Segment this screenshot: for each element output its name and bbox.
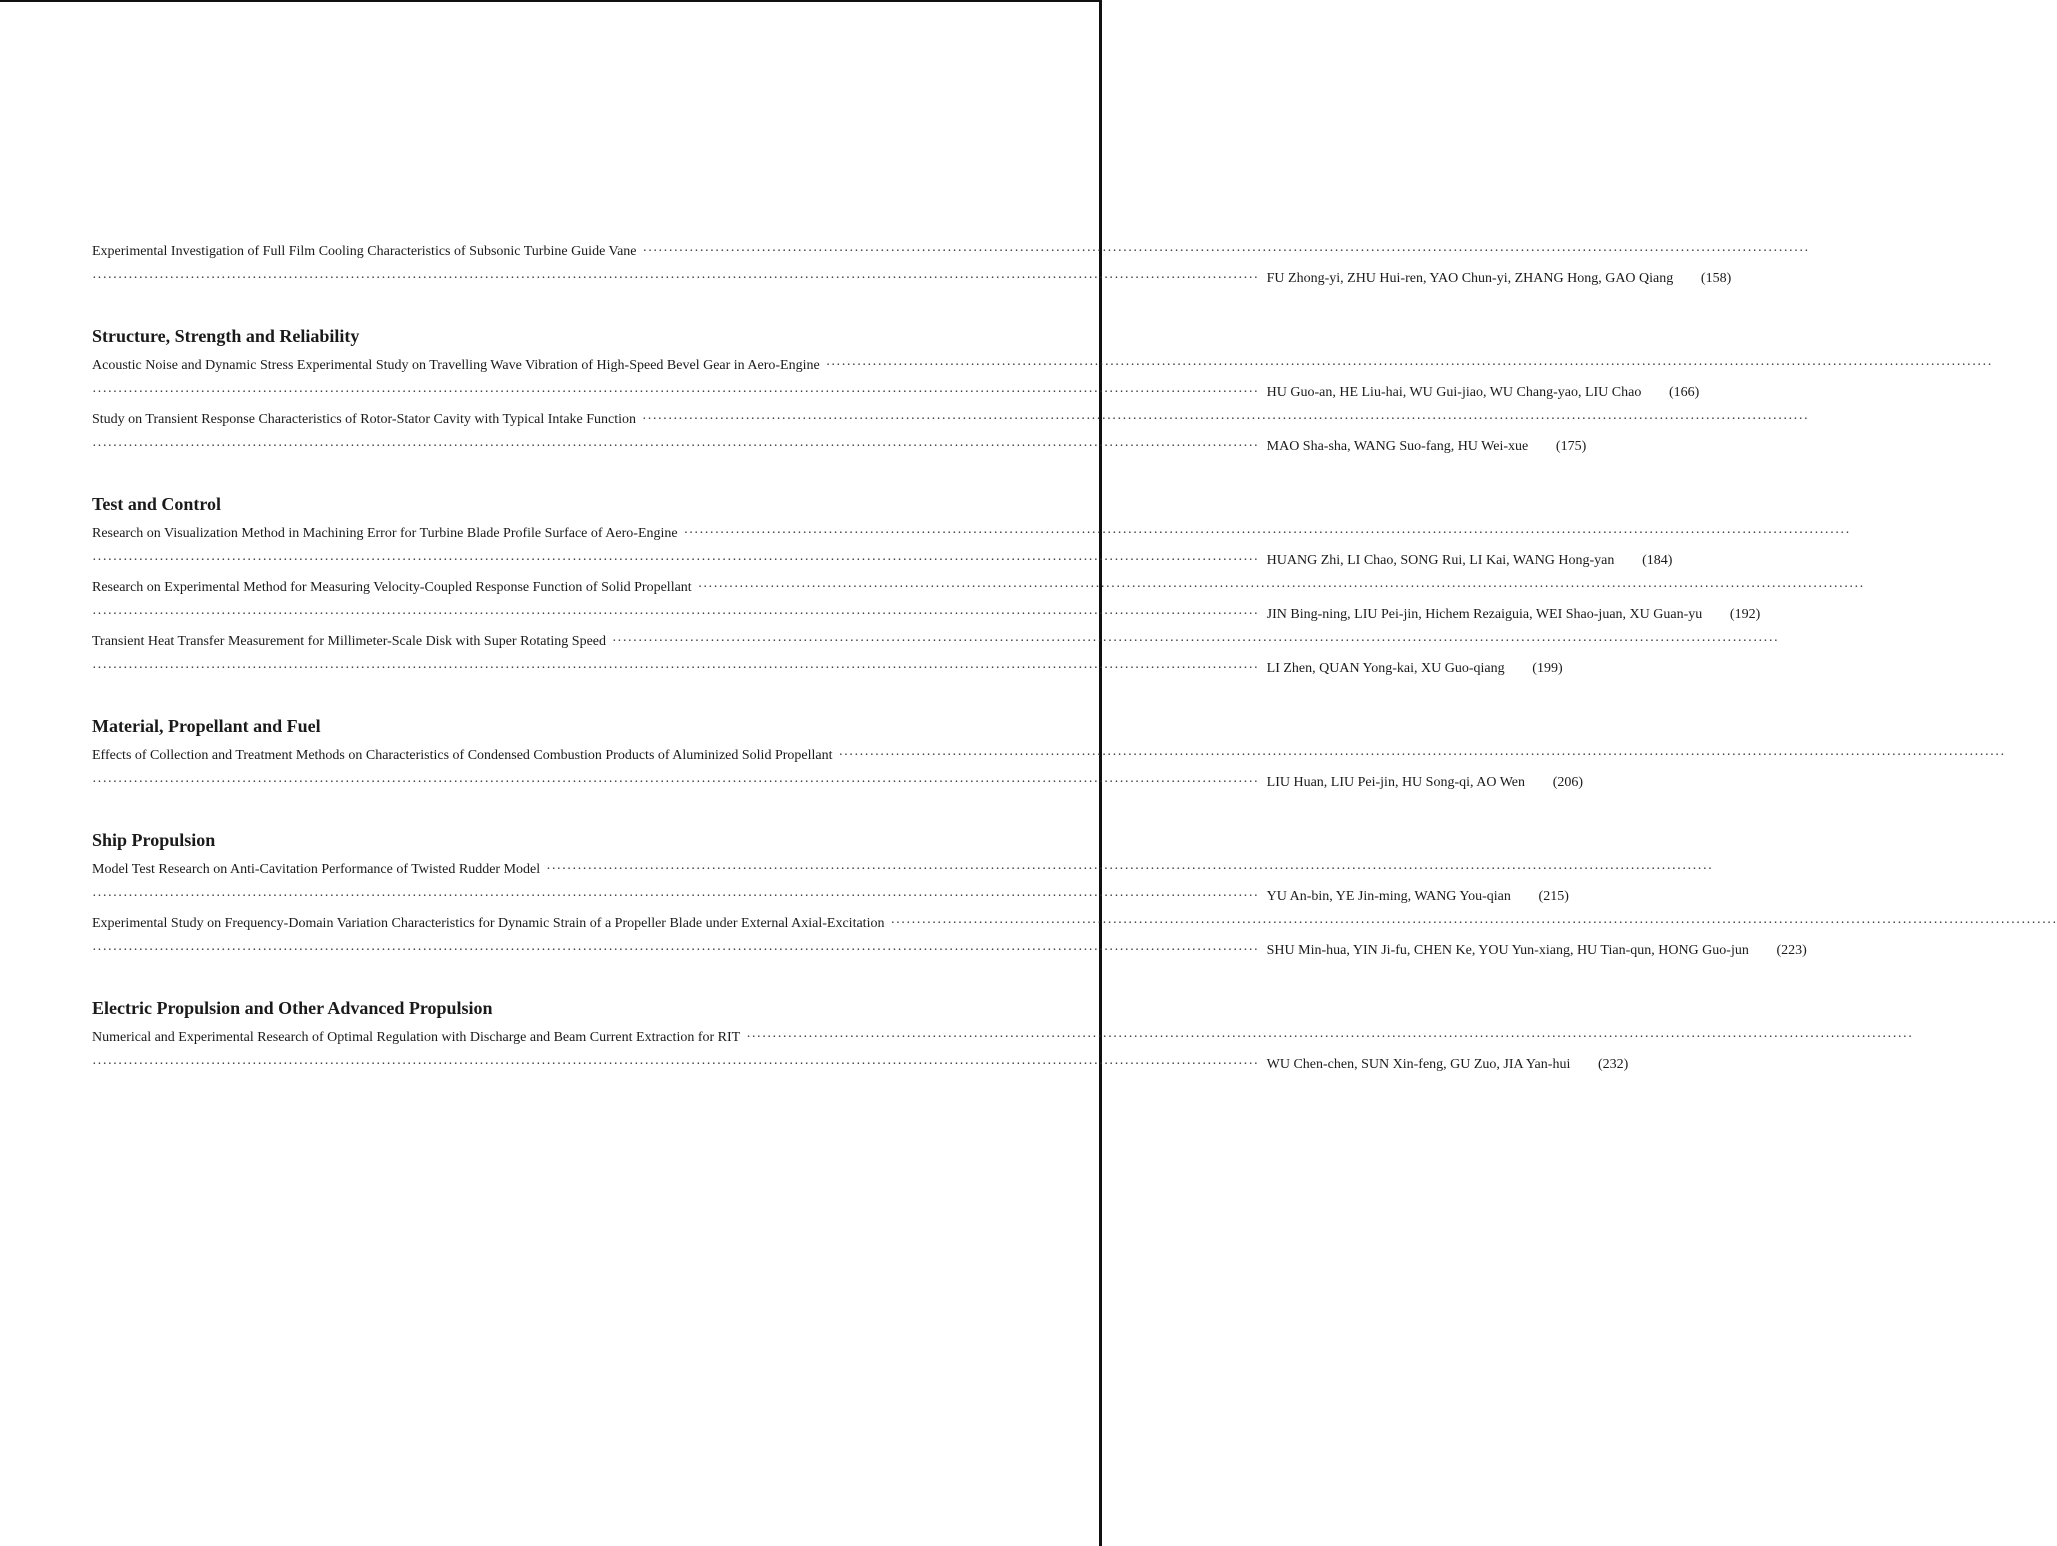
- toc-entry: [92, 352, 1993, 406]
- entry-page-number: (166): [1669, 385, 1700, 400]
- dot-leader: ··································································································································································································································: [92, 661, 1259, 676]
- table-of-contents: [92, 238, 2057, 1078]
- entry-page-number: (223): [1776, 943, 1807, 958]
- dot-leader: ··································································································································································································································: [746, 1030, 1913, 1045]
- toc-sections: [92, 324, 2057, 1078]
- section-heading: Test and Control: [92, 494, 222, 514]
- entry-authors: LIU Huan, LIU Pei-jin, HU Song-qi, AO Wen: [1266, 775, 1526, 790]
- toc-section: [92, 492, 1865, 682]
- toc-section: [92, 714, 2006, 796]
- dot-leader: ··································································································································································································································: [642, 244, 1810, 259]
- entry-author-line: [92, 379, 1700, 406]
- section-heading: Material, Propellant and Fuel: [92, 716, 321, 736]
- entry-author-line: [92, 601, 1761, 628]
- dot-leader: ··································································································································································································································: [642, 412, 1809, 427]
- entry-page-number: (192): [1729, 607, 1761, 622]
- dot-leader: ··································································································································································································································: [92, 553, 1259, 568]
- entry-title-line: [92, 856, 1713, 883]
- entry-page-number: (232): [1598, 1057, 1629, 1072]
- entry-title: Research on Visualization Method in Machining Error for Turbine Blade Profile Surface of Aero-Engine: [92, 526, 678, 541]
- entry-page-number: (215): [1538, 889, 1569, 904]
- entry-authors: YU An-bin, YE Jin-ming, WANG You-qian: [1266, 889, 1511, 904]
- dot-leader: ··································································································································································································································: [890, 916, 2057, 931]
- dot-leader: ··································································································································································································································: [683, 526, 1851, 541]
- dot-leader: ··································································································································································································································: [92, 439, 1259, 454]
- toc-entry: [92, 856, 1713, 910]
- entry-title-line: [92, 742, 2006, 769]
- entry-authors: SHU Min-hua, YIN Ji-fu, CHEN Ke, YOU Yun-xiang, HU Tian-qun, HONG Guo-jun: [1266, 943, 1749, 958]
- toc-section: [92, 996, 1913, 1078]
- entry-title: Acoustic Noise and Dynamic Stress Experimental Study on Travelling Wave Vibration of High-Speed Bevel Gear in Aero-Engine: [92, 358, 820, 373]
- dot-leader: ··································································································································································································································: [92, 1057, 1259, 1072]
- dot-leader: ··································································································································································································································: [92, 943, 1259, 958]
- entry-title-line: [92, 1024, 1913, 1051]
- entry-title-line: [92, 352, 1993, 379]
- dot-leader: ··································································································································································································································: [92, 607, 1259, 622]
- entry-title-line: [92, 406, 1809, 433]
- dot-leader: ··································································································································································································································: [697, 580, 1865, 595]
- dot-leader: ··································································································································································································································: [92, 271, 1259, 286]
- entry-authors: JIN Bing-ning, LIU Pei-jin, Hichem Rezaiguia, WEI Shao-juan, XU Guan-yu: [1266, 607, 1703, 622]
- entry-author-line: [92, 937, 1807, 964]
- toc-entry: [92, 520, 1851, 574]
- dot-leader: ··································································································································································································································: [546, 862, 1713, 877]
- dot-leader: ··································································································································································································································: [838, 748, 2006, 763]
- toc-entry: [92, 574, 1865, 628]
- entry-title: Study on Transient Response Characteristics of Rotor-Stator Cavity with Typical Intake Function: [92, 412, 637, 427]
- dot-leader: ··································································································································································································································: [92, 385, 1259, 400]
- dot-leader: ··································································································································································································································: [612, 634, 1779, 649]
- entry-page-number: (175): [1555, 439, 1587, 454]
- entry-author-line: [92, 547, 1673, 574]
- entry-authors: LI Zhen, QUAN Yong-kai, XU Guo-qiang: [1266, 661, 1505, 676]
- entry-page-number: (199): [1532, 661, 1563, 676]
- entry-title-line: [92, 628, 1779, 655]
- entry-authors: MAO Sha-sha, WANG Suo-fang, HU Wei-xue: [1266, 439, 1529, 454]
- toc-section: [92, 828, 2057, 964]
- section-heading: Electric Propulsion and Other Advanced Propulsion: [92, 998, 493, 1018]
- toc-entry: [92, 910, 2057, 964]
- entry-title: Research on Experimental Method for Measuring Velocity-Coupled Response Function of Solid Propellant: [92, 580, 692, 595]
- entry-authors: HU Guo-an, HE Liu-hai, WU Gui-jiao, WU Chang-yao, LIU Chao: [1266, 385, 1642, 400]
- entry-author-line: [92, 655, 1563, 682]
- entry-author-line: [92, 265, 1732, 292]
- entry-title-line: [92, 574, 1865, 601]
- entry-title: Effects of Collection and Treatment Methods on Characteristics of Condensed Combustion Products of Aluminized Solid Propellant: [92, 748, 833, 763]
- entry-page-number: (184): [1642, 553, 1673, 568]
- toc-section: [92, 324, 1993, 460]
- dot-leader: ··································································································································································································································: [92, 775, 1259, 790]
- entry-title: Numerical and Experimental Research of Optimal Regulation with Discharge and Beam Current Extraction for RIT: [92, 1030, 741, 1045]
- entry-author-line: [92, 883, 1569, 910]
- entry-title: Experimental Investigation of Full Film Cooling Characteristics of Subsonic Turbine Guide Vane: [92, 244, 637, 259]
- page-top-border: [0, 0, 1102, 2]
- entry-title: Transient Heat Transfer Measurement for Millimeter-Scale Disk with Super Rotating Speed: [92, 634, 607, 649]
- entry-authors: HUANG Zhi, LI Chao, SONG Rui, LI Kai, WANG Hong-yan: [1266, 553, 1615, 568]
- entry-authors: FU Zhong-yi, ZHU Hui-ren, YAO Chun-yi, ZHANG Hong, GAO Qiang: [1266, 271, 1674, 286]
- entry-title: Experimental Study on Frequency-Domain Variation Characteristics for Dynamic Strain of a Propeller Blade under External Axial-Excitation: [92, 916, 885, 931]
- entry-page-number: (158): [1700, 271, 1732, 286]
- entry-title-line: [92, 238, 1810, 265]
- entry-title: Model Test Research on Anti-Cavitation Performance of Twisted Rudder Model: [92, 862, 541, 877]
- section-heading: Ship Propulsion: [92, 830, 216, 850]
- toc-entry: [92, 628, 1779, 682]
- entry-authors: WU Chen-chen, SUN Xin-feng, GU Zuo, JIA Yan-hui: [1266, 1057, 1571, 1072]
- entry-author-line: [92, 1051, 1629, 1078]
- entry-title-line: [92, 910, 2057, 937]
- toc-entry: [92, 1024, 1913, 1078]
- entry-author-line: [92, 769, 1584, 796]
- toc-entry: [92, 406, 1809, 460]
- section-heading: Structure, Strength and Reliability: [92, 326, 360, 346]
- dot-leader: ··································································································································································································································: [92, 889, 1259, 904]
- toc-entry: [92, 742, 2006, 796]
- toc-entry: [92, 238, 1810, 292]
- entry-author-line: [92, 433, 1587, 460]
- entry-page-number: (206): [1552, 775, 1584, 790]
- entry-title-line: [92, 520, 1851, 547]
- dot-leader: ··································································································································································································································: [825, 358, 1993, 373]
